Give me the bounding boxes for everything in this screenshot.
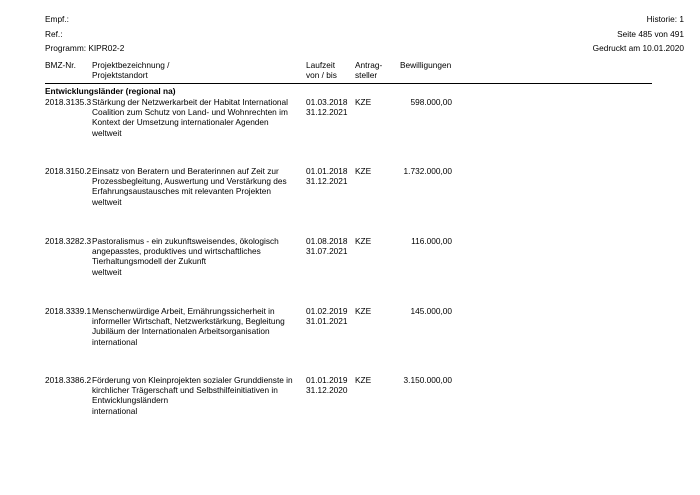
column-header-project-line1: Projektbezeichnung / (92, 60, 170, 70)
row-start-date: 01.03.2018 (306, 97, 348, 107)
column-header-project (92, 60, 170, 80)
column-header-bmz: BMZ-Nr. (45, 60, 76, 70)
row-project-location: international (92, 337, 138, 347)
row-grant-amount: 1.732.000,00 (403, 166, 452, 176)
row-project-title: Förderung von Kleinprojekten sozialer Grunddienste in kirchlicher Trägerschaft und Selbsthilfeinitiativen in Entwicklungsländern (92, 375, 293, 405)
row-project-title: Pastoralismus - ein zukunftsweisendes, ökologisch angepasstes, produktives und wirtschaftliches Tierhaltungsmodell der Zukunft (92, 236, 279, 266)
row-applicant: KZE (355, 306, 372, 316)
row-project-location: weltweit (92, 197, 122, 207)
row-end-date: 31.12.2020 (306, 385, 348, 395)
program-label: Programm: KIPR02-2 (45, 43, 125, 53)
row-project-title: Menschenwürdige Arbeit, Ernährungssicherheit in informeller Wirtschaft, Netzwerkstärkung, Begleitung Jubiläum der Internationalen Arbeitsorganisation (92, 306, 285, 336)
row-project-title: Einsatz von Beratern und Beraterinnen auf Zeit zur Prozessbegleitung, Auswertung und Verstärkung des Erfahrungsaustausches mit relevanten Projekten (92, 166, 287, 196)
row-start-date: 01.02.2019 (306, 306, 348, 316)
print-date: Gedruckt am 10.01.2020 (592, 43, 684, 53)
row-end-date: 31.01.2021 (306, 316, 348, 326)
column-header-grants: Bewilligungen (400, 60, 452, 70)
row-end-date: 31.12.2021 (306, 176, 348, 186)
row-grant-amount: 3.150.000,00 (403, 375, 452, 385)
header-divider (45, 83, 652, 84)
row-project-location: international (92, 406, 138, 416)
history-label: Historie: 1 (646, 14, 684, 24)
column-header-applicant-line2: steller (355, 70, 378, 80)
row-start-date: 01.01.2018 (306, 166, 348, 176)
row-grant-amount: 598.000,00 (410, 97, 452, 107)
page-counter: Seite 485 von 491 (617, 29, 684, 39)
row-bmz-number: 2018.3150.2 (45, 166, 92, 176)
row-project-location: weltweit (92, 267, 122, 277)
row-bmz-number: 2018.3282.3 (45, 236, 92, 246)
row-end-date: 31.07.2021 (306, 246, 348, 256)
column-header-project-line2: Projektstandort (92, 70, 148, 80)
section-title: Entwicklungsländer (regional na) (45, 86, 176, 96)
row-end-date: 31.12.2021 (306, 107, 348, 117)
row-grant-amount: 116.000,00 (411, 236, 452, 246)
row-applicant: KZE (355, 236, 372, 246)
row-applicant: KZE (355, 166, 372, 176)
row-applicant: KZE (355, 97, 372, 107)
column-header-applicant-line1: Antrag- (355, 60, 383, 70)
row-grant-amount: 145.000,00 (410, 306, 452, 316)
recipient-label: Empf.: (45, 14, 69, 24)
column-header-applicant (355, 60, 382, 80)
row-bmz-number: 2018.3386.2 (45, 375, 92, 385)
row-start-date: 01.01.2019 (306, 375, 348, 385)
row-bmz-number: 2018.3339.1 (45, 306, 92, 316)
row-project-title: Stärkung der Netzwerkarbeit der Habitat International Coalition zum Schutz von Land- und Wohnrechten im Kontext der Umsetzung internationaler Agenden (92, 97, 289, 127)
column-header-duration-line1: Laufzeit (306, 60, 336, 70)
row-project-location: weltweit (92, 128, 122, 138)
column-header-duration (306, 60, 337, 80)
row-start-date: 01.08.2018 (306, 236, 348, 246)
reference-label: Ref.: (45, 29, 63, 39)
row-bmz-number: 2018.3135.3 (45, 97, 92, 107)
column-header-duration-line2: von / bis (306, 70, 337, 80)
row-applicant: KZE (355, 375, 372, 385)
